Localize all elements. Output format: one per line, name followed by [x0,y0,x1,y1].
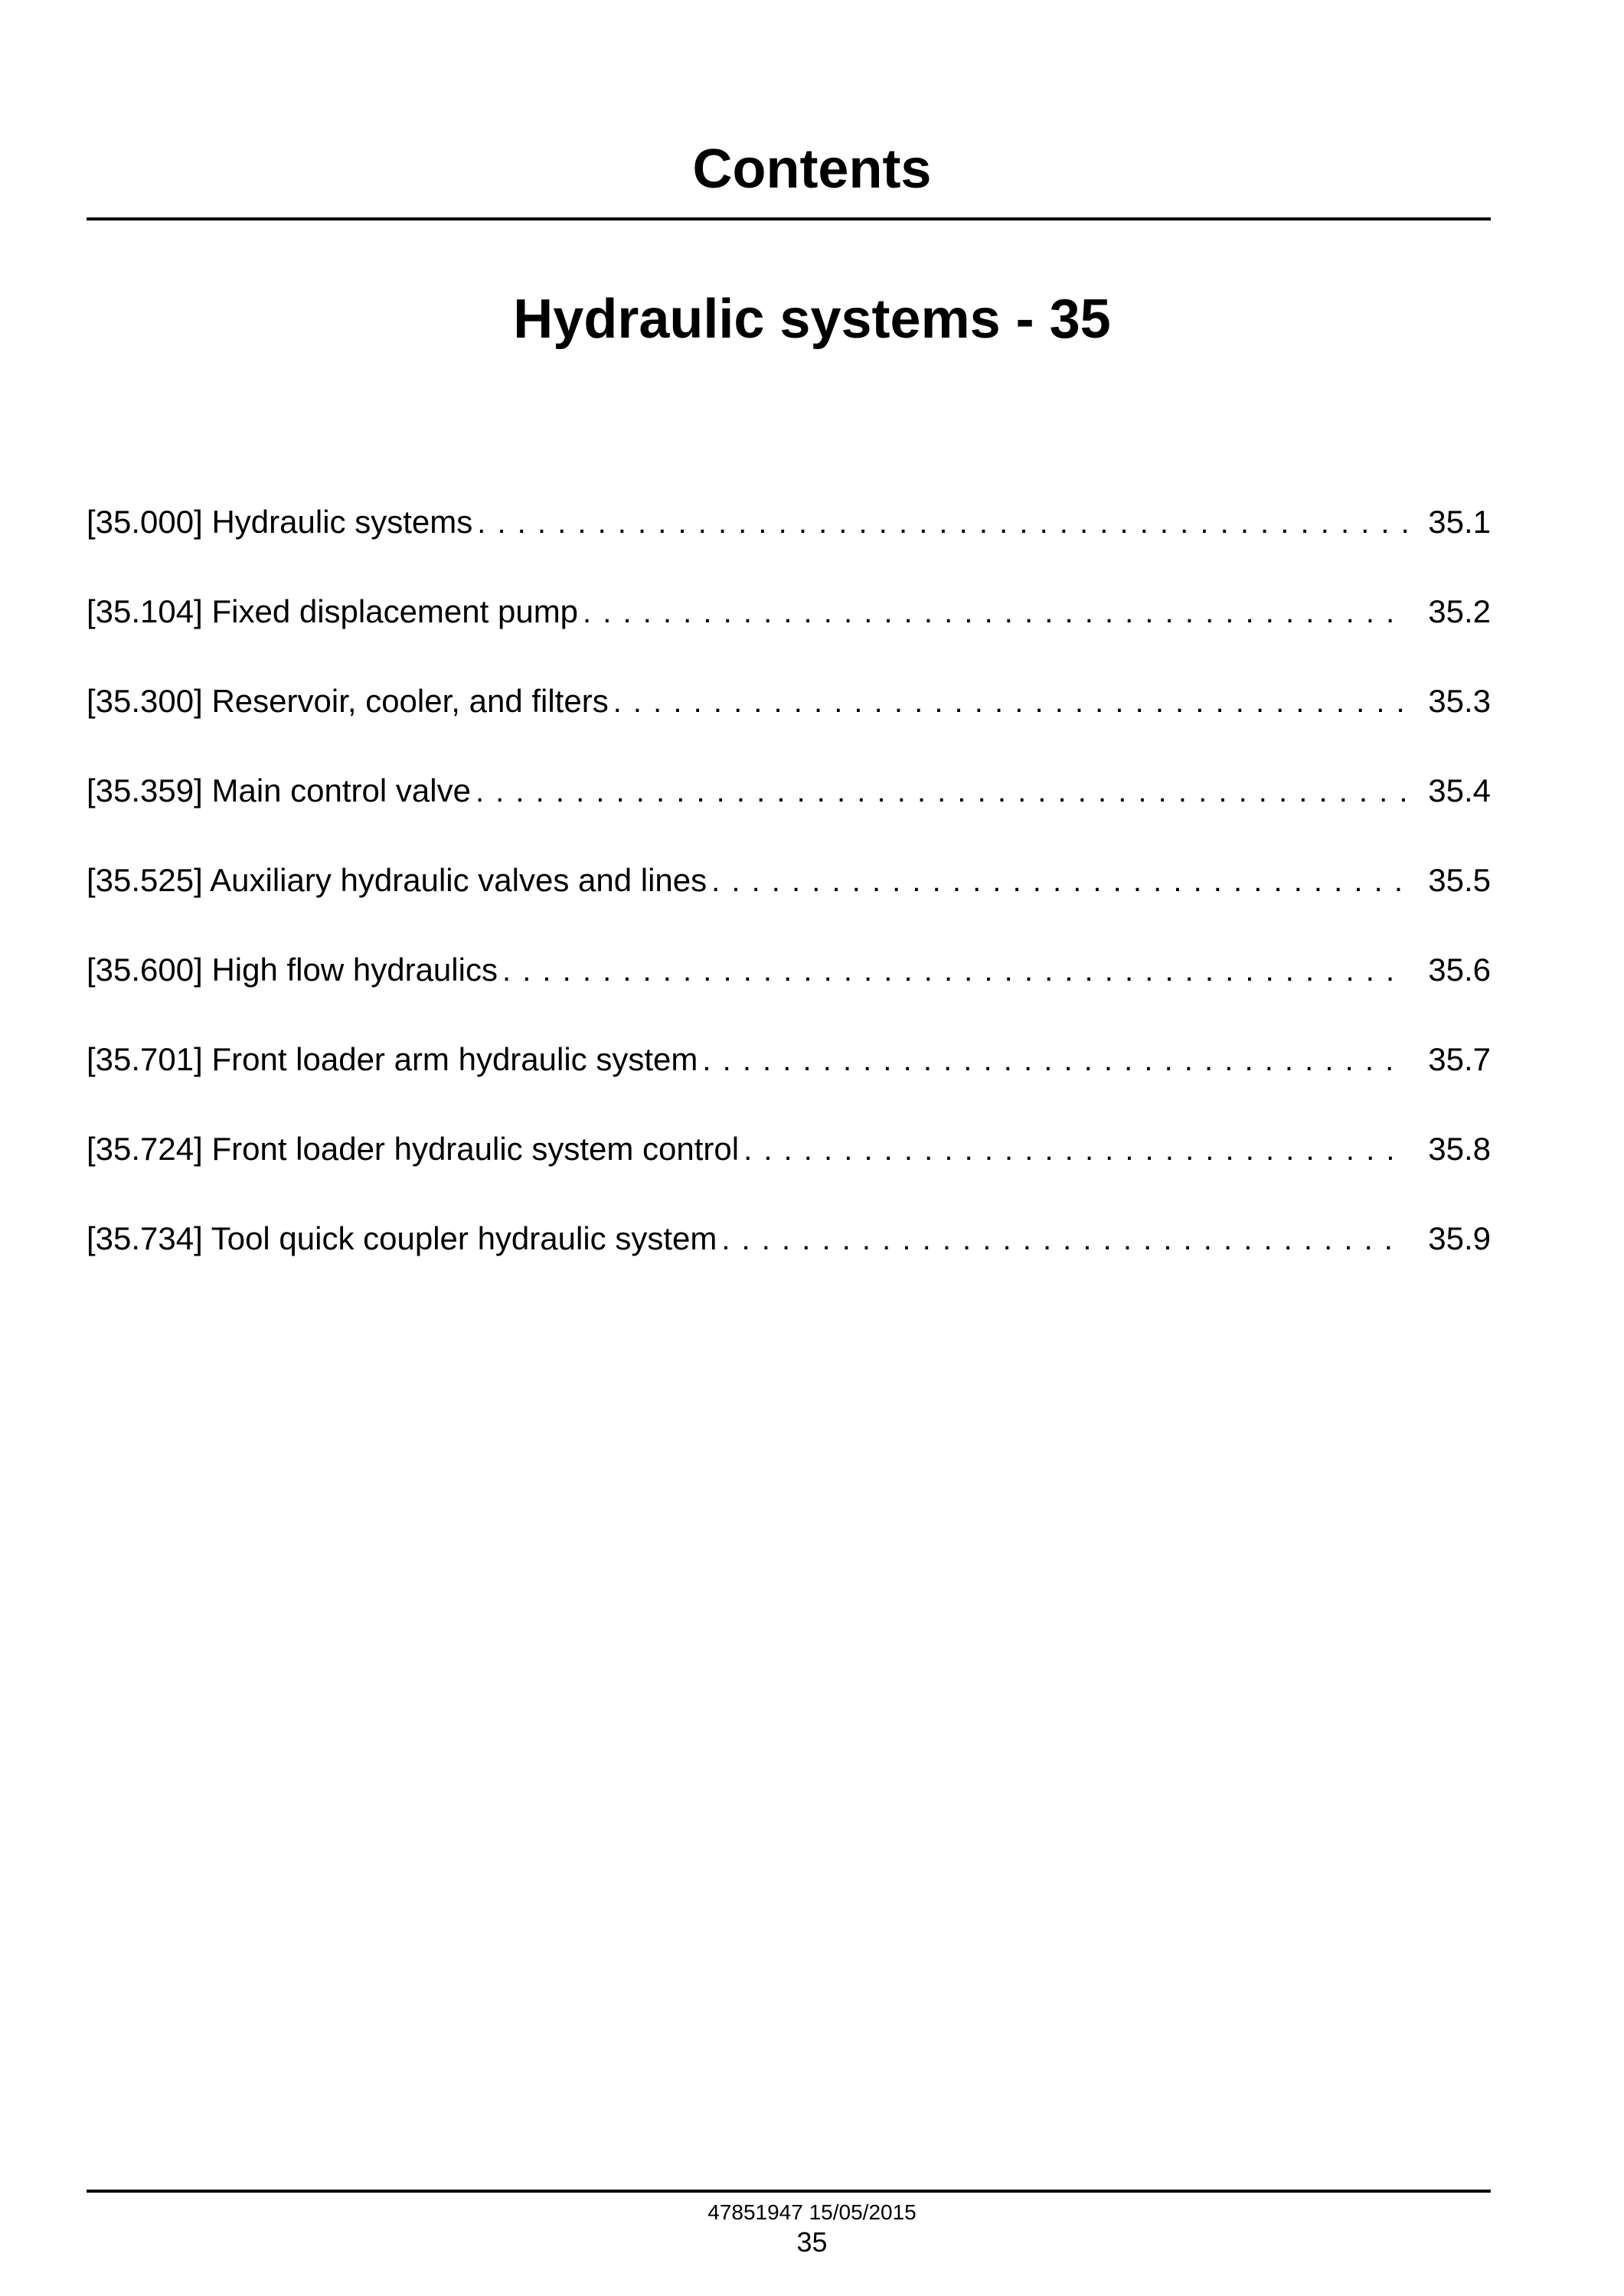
toc-dot-leader [721,1217,1407,1262]
toc-entry-page: 35.4 [1428,772,1491,808]
toc-dot-leader [702,1037,1407,1083]
toc-dot-leader [583,590,1407,635]
toc-entry[interactable] [87,768,1491,857]
toc-dot-leader [743,1127,1407,1173]
toc-entry-page: 35.1 [1428,504,1491,540]
toc-entry-label: [35.600] High flow hydraulics [87,952,498,988]
toc-entry-label: [35.701] Front loader arm hydraulic system [87,1041,698,1077]
toc-entry[interactable] [87,1126,1491,1216]
footer-divider [87,2190,1491,2193]
footer-document-id: 47851947 15/05/2015 [707,2200,917,2224]
toc-dot-leader [477,500,1407,546]
toc-entry[interactable] [87,589,1491,678]
toc-entry-page: 35.2 [1428,593,1491,629]
toc-entry[interactable] [87,678,1491,768]
toc-entry-label: [35.104] Fixed displacement pump [87,593,579,629]
toc-entry[interactable] [87,1216,1491,1305]
toc-entry[interactable] [87,857,1491,947]
toc-entry[interactable] [87,947,1491,1037]
table-of-contents [87,499,1491,1305]
toc-entry-page: 35.6 [1428,952,1491,988]
toc-entry-label: [35.724] Front loader hydraulic system control [87,1131,740,1167]
toc-entry-label: [35.734] Tool quick coupler hydraulic system [87,1220,717,1256]
toc-entry-page: 35.9 [1428,1220,1491,1256]
toc-entry-page: 35.7 [1428,1041,1491,1077]
toc-entry[interactable] [87,499,1491,589]
toc-entry-label: [35.525] Auxiliary hydraulic valves and lines [87,862,707,898]
toc-entry-page: 35.8 [1428,1131,1491,1167]
toc-entry-label: [35.359] Main control valve [87,772,471,808]
toc-dot-leader [711,858,1407,904]
toc-entry-page: 35.3 [1428,683,1491,719]
footer-page-number: 35 [796,2226,828,2258]
toc-dot-leader [502,948,1407,994]
toc-entry[interactable] [87,1037,1491,1126]
toc-entry-label: [35.300] Reservoir, cooler, and filters [87,683,609,719]
section-title: Hydraulic systems - 35 [513,289,1111,350]
page-title: Contents [692,139,932,200]
toc-entry-page: 35.5 [1428,862,1491,898]
toc-dot-leader [613,679,1407,725]
title-divider [87,217,1491,220]
toc-dot-leader [475,769,1407,815]
toc-entry-label: [35.000] Hydraulic systems [87,504,473,540]
